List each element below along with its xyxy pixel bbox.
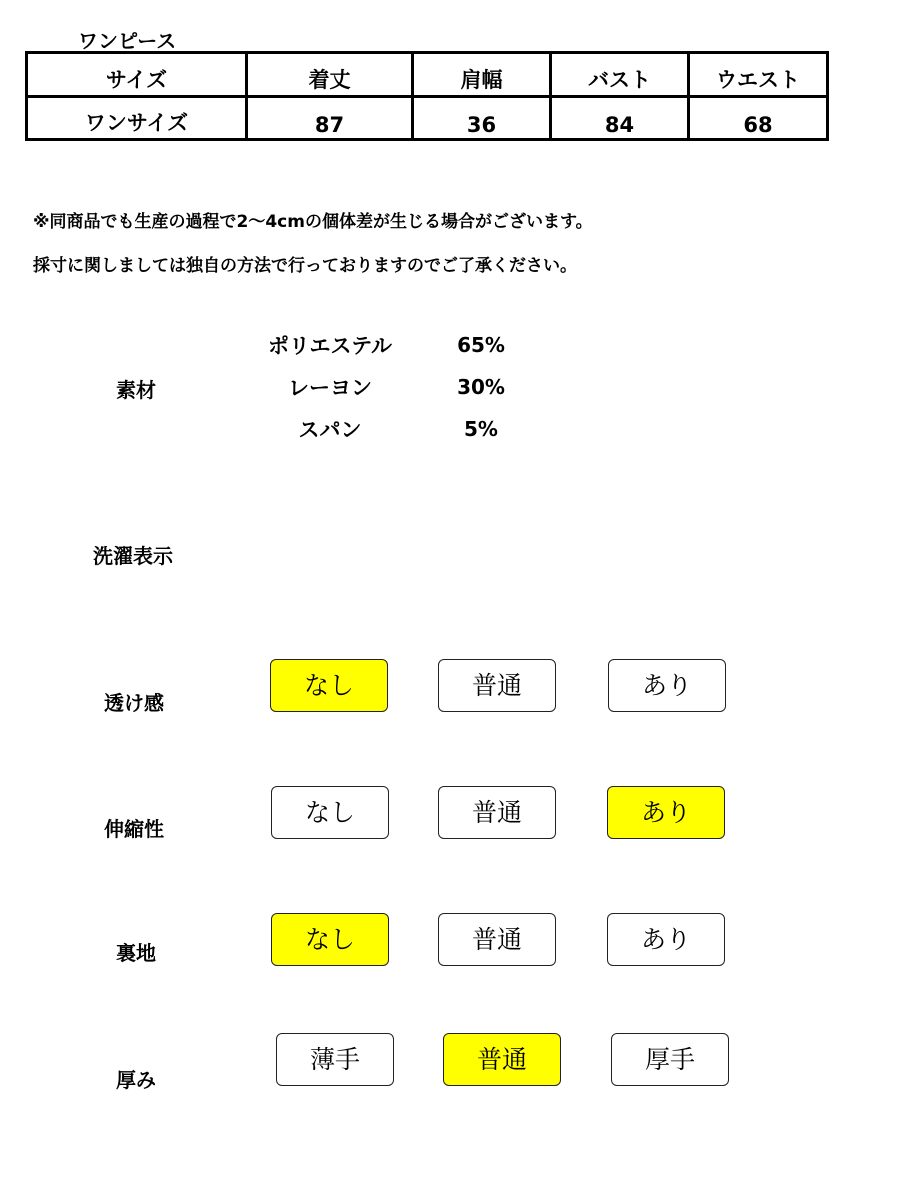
size-table-row	[27, 97, 828, 140]
lining-option-normal[interactable]: 普通	[438, 913, 556, 966]
size-value-size: ワンサイズ	[27, 97, 247, 140]
size-header-length: 着丈	[247, 53, 413, 97]
material-name: スパン	[298, 418, 362, 442]
size-value-waist: 68	[689, 97, 828, 140]
material-name: ポリエステル	[267, 334, 393, 358]
material-percent: 5%	[464, 417, 498, 441]
transparency-option-normal[interactable]: 普通	[438, 659, 556, 712]
transparency-option-yes[interactable]: あり	[608, 659, 726, 712]
stretch-option-none[interactable]: なし	[271, 786, 389, 839]
size-value-shoulder: 36	[413, 97, 551, 140]
page-title: ワンピース	[78, 30, 177, 50]
note-individual-difference: ※同商品でも生産の過程で2～4cmの個体差が生じる場合がございます。	[33, 212, 593, 232]
size-header-size: サイズ	[27, 53, 247, 97]
stretch-option-normal[interactable]: 普通	[438, 786, 556, 839]
material-name: レーヨン	[288, 376, 372, 400]
thickness-option-thin[interactable]: 薄手	[276, 1033, 394, 1086]
attribute-label-thickness: 厚み	[116, 1068, 156, 1092]
attribute-label-lining: 裏地	[116, 941, 156, 965]
lining-option-none[interactable]: なし	[271, 913, 389, 966]
wash-label: 洗濯表示	[93, 544, 173, 568]
size-header-bust: バスト	[551, 53, 689, 97]
size-table	[25, 51, 829, 141]
size-value-bust: 84	[551, 97, 689, 140]
size-value-length: 87	[247, 97, 413, 140]
attribute-label-transparency: 透け感	[104, 691, 164, 715]
stretch-option-yes[interactable]: あり	[607, 786, 725, 839]
size-table-header-row	[27, 53, 828, 97]
material-label: 素材	[116, 378, 156, 402]
transparency-option-none[interactable]: なし	[270, 659, 388, 712]
lining-option-yes[interactable]: あり	[607, 913, 725, 966]
thickness-option-thick[interactable]: 厚手	[611, 1033, 729, 1086]
material-percent: 65%	[457, 333, 505, 357]
size-header-waist: ウエスト	[689, 53, 828, 97]
material-percent: 30%	[457, 375, 505, 399]
note-measurement-method: 採寸に関しましては独自の方法で行っておりますのでご了承ください。	[33, 256, 577, 276]
size-header-shoulder: 肩幅	[413, 53, 551, 97]
thickness-option-normal[interactable]: 普通	[443, 1033, 561, 1086]
attribute-label-stretch: 伸縮性	[104, 817, 164, 841]
